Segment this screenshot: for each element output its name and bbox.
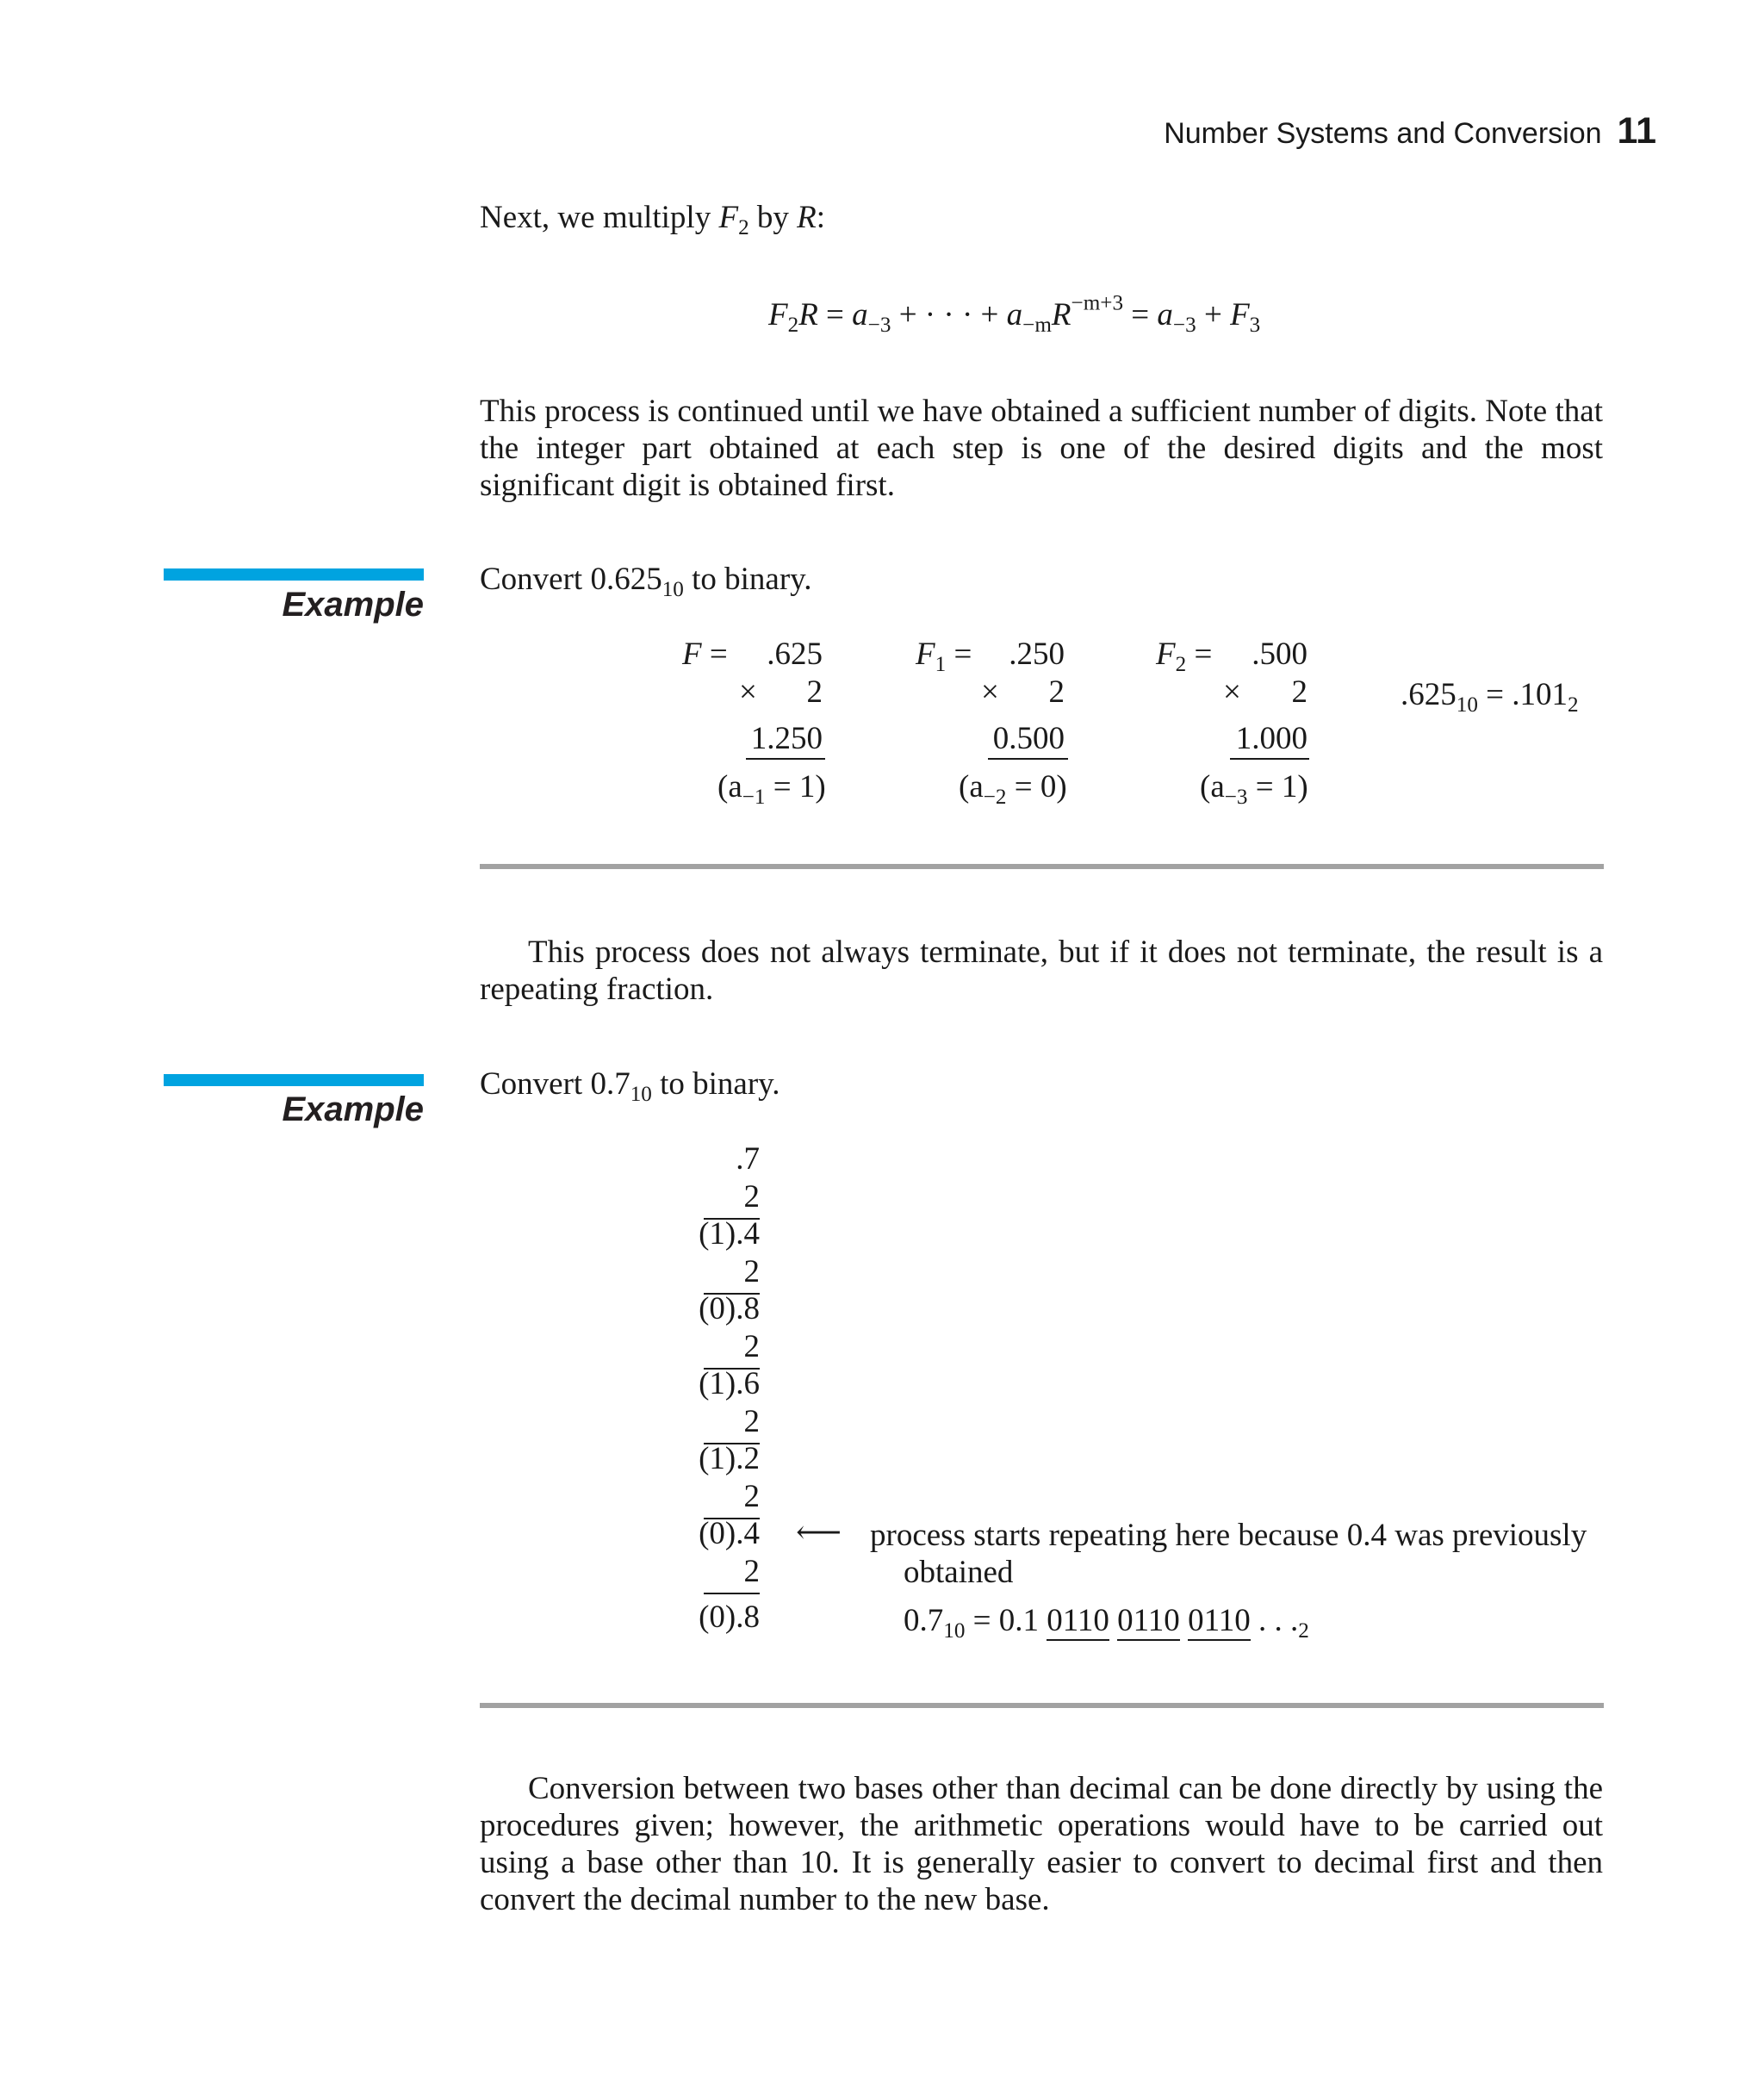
- ex1-col-1-product: 0.500: [992, 721, 1065, 756]
- example-2-bar: [164, 1074, 424, 1086]
- repeat-note-line-1: process starts repeating here because 0.4 was previously: [870, 1518, 1587, 1553]
- ex2-multiplier-1: 2: [743, 1253, 760, 1289]
- example-1-prompt: [480, 561, 812, 602]
- ex2-result-base: 2: [1298, 1619, 1309, 1643]
- ex2-multiplier-5: 2: [743, 1553, 760, 1589]
- ex2-start: .7: [736, 1141, 760, 1177]
- example-1-label: Example: [282, 586, 424, 624]
- ex1-col-2-digit-b: = 1): [1247, 769, 1308, 804]
- eq-R: R: [798, 297, 818, 332]
- intro-text-by: by: [748, 200, 798, 235]
- ex1-col-2-value: .500: [1252, 637, 1307, 672]
- ex1-col-0-multiplier: 2: [806, 674, 823, 710]
- ex2-repeat-group-2: 0110: [1188, 1603, 1251, 1641]
- ex1-col-2-digit: [1200, 768, 1308, 810]
- ex1-col-1-underline: [988, 758, 1068, 760]
- eq-equals-2: =: [1123, 297, 1158, 332]
- example-2-prompt: [480, 1065, 780, 1107]
- example-1-bar: [164, 568, 424, 581]
- intro-colon: :: [816, 200, 826, 235]
- display-equation: [768, 291, 1261, 338]
- ex2-result-sub: 10: [943, 1619, 966, 1643]
- ex1-col-0-digit-a: (a: [717, 769, 742, 804]
- ex1-col-1-digit-sub: −2: [983, 786, 1007, 810]
- ex2-multiplier-4: 2: [743, 1478, 760, 1514]
- eq-a-3: a: [1157, 297, 1173, 332]
- intro-line: [480, 199, 826, 240]
- example-1-result: [1401, 676, 1579, 717]
- eq-a-sub-3: −3: [1172, 314, 1196, 338]
- ex1-col-0-digit: [717, 768, 826, 810]
- ex2-step-4: (0).4: [699, 1516, 760, 1551]
- eq-a-2: a: [1006, 297, 1023, 332]
- eq-a-1: a: [852, 297, 868, 332]
- ex1-col-1-value: .250: [1009, 637, 1065, 672]
- example-2-result: [904, 1602, 1309, 1643]
- eq-a-sub-1: −3: [867, 314, 891, 338]
- ex1-col-1-digit-b: = 0): [1006, 769, 1067, 804]
- ex2-step-5: (0).8: [699, 1600, 760, 1635]
- ex1-prompt-a: Convert 0.625: [480, 562, 662, 597]
- ex1-col-1-times: ×: [981, 674, 999, 710]
- eq-plus-dots: + · · · +: [891, 297, 1007, 332]
- ex2-underline-5: [704, 1593, 760, 1594]
- ex1-col-2-underline: [1230, 758, 1309, 760]
- ex1-col-0-digit-sub: −1: [742, 786, 766, 810]
- ex1-col-2-digit-sub: −3: [1224, 786, 1248, 810]
- ex1-col-1-lhs: [916, 636, 972, 677]
- ex1-col-1-F-sub: 1: [935, 653, 947, 677]
- example-2-label: Example: [282, 1090, 424, 1128]
- paragraph-2: This process does not always terminate, but if it does not terminate, the result is a repeating fraction.: [480, 935, 1603, 1007]
- ex1-prompt-b: to binary.: [683, 562, 812, 597]
- ex2-prompt-b: to binary.: [651, 1066, 780, 1102]
- ex1-col-0-product: 1.250: [750, 721, 823, 756]
- repeat-note-line-2: obtained: [904, 1555, 1014, 1590]
- ex2-multiplier-3: 2: [743, 1403, 760, 1439]
- ex2-multiplier-2: 2: [743, 1328, 760, 1364]
- header-section-title: Number Systems and Conversion: [1164, 117, 1602, 150]
- ex1-col-2-product: 1.000: [1235, 721, 1307, 756]
- ex1-result-a: .625: [1401, 677, 1457, 712]
- page-number: 11: [1617, 110, 1656, 152]
- ex2-repeat-group-0: 0110: [1047, 1603, 1109, 1641]
- ex2-prompt-a: Convert 0.7: [480, 1066, 630, 1102]
- ex1-prompt-sub: 10: [662, 578, 684, 602]
- repeat-arrow: ⟵: [796, 1515, 842, 1550]
- section-rule-2: [480, 1703, 1604, 1708]
- ex1-col-1-F: F: [916, 637, 935, 672]
- ex1-col-1-digit-a: (a: [959, 769, 984, 804]
- ex2-step-2: (1).6: [699, 1366, 760, 1401]
- ex1-col-2-F-sub: 2: [1175, 653, 1187, 677]
- ex1-result-sub1: 10: [1456, 693, 1478, 717]
- ex1-col-2-times: ×: [1223, 674, 1241, 710]
- ex1-col-2-multiplier: 2: [1291, 674, 1307, 710]
- ex1-col-0-eq: =: [701, 637, 728, 672]
- ex1-col-2-digit-a: (a: [1200, 769, 1225, 804]
- eq-equals-1: =: [817, 297, 853, 332]
- ex2-step-3: (1).2: [699, 1441, 760, 1476]
- intro-F: F: [718, 200, 739, 235]
- paragraph-3: Conversion between two bases other than decimal can be done directly by using the procedures given; however, the arithmetic operations would have to be carried out using a base other than 10. It is generally easier to convert to decimal first and then convert the decimal number to the new base.: [480, 1771, 1603, 1917]
- paragraph-1: This process is continued until we have obtained a sufficient number of digits. Note that the integer part obtained at each step is one of the desired digits and the most significant digit is obtained first.: [480, 394, 1603, 503]
- eq-F3-sub: 3: [1249, 314, 1261, 338]
- section-rule-1: [480, 864, 1604, 869]
- eq-exponent: −m+3: [1071, 291, 1124, 315]
- eq-R-2: R: [1051, 297, 1071, 332]
- eq-F3: F: [1230, 297, 1250, 332]
- intro-text-a: Next, we multiply: [480, 200, 719, 235]
- eq-plus: +: [1196, 297, 1231, 332]
- intro-F-sub: 2: [738, 216, 749, 240]
- ex1-col-0-lhs: [682, 636, 728, 673]
- ex1-col-0-value: .625: [767, 637, 823, 672]
- ex2-prompt-sub: 10: [630, 1083, 652, 1107]
- ex1-col-0-digit-b: = 1): [765, 769, 826, 804]
- ex1-col-1-multiplier: 2: [1048, 674, 1065, 710]
- eq-a-sub-2: −m: [1022, 314, 1052, 338]
- ex1-result-eq: = .101: [1477, 677, 1568, 712]
- ex1-col-0-F: F: [682, 637, 702, 672]
- intro-R: R: [797, 200, 817, 235]
- eq-F: F: [768, 297, 788, 332]
- ex2-multiplier-0: 2: [743, 1178, 760, 1214]
- ex2-result-a: 0.7: [904, 1603, 944, 1638]
- ex1-col-2-lhs: [1156, 636, 1213, 677]
- ex2-repeat-groups: [1047, 1603, 1250, 1641]
- eq-F-sub: 2: [787, 314, 799, 338]
- ex1-col-1-digit: [959, 768, 1067, 810]
- ex1-col-0-underline: [746, 758, 825, 760]
- ex1-col-2-F: F: [1156, 637, 1176, 672]
- ex1-result-sub2: 2: [1568, 693, 1579, 717]
- ex1-col-0-times: ×: [739, 674, 757, 710]
- ex2-result-eq: = 0.1: [965, 1603, 1047, 1638]
- ex2-result-dots: . . .: [1250, 1603, 1299, 1638]
- ex1-col-1-eq: =: [946, 637, 972, 672]
- ex2-repeat-group-1: 0110: [1117, 1603, 1180, 1641]
- ex2-step-1: (0).8: [699, 1291, 760, 1326]
- ex1-col-2-eq: =: [1186, 637, 1213, 672]
- ex2-step-0: (1).4: [699, 1216, 760, 1252]
- running-header: [1164, 110, 1656, 152]
